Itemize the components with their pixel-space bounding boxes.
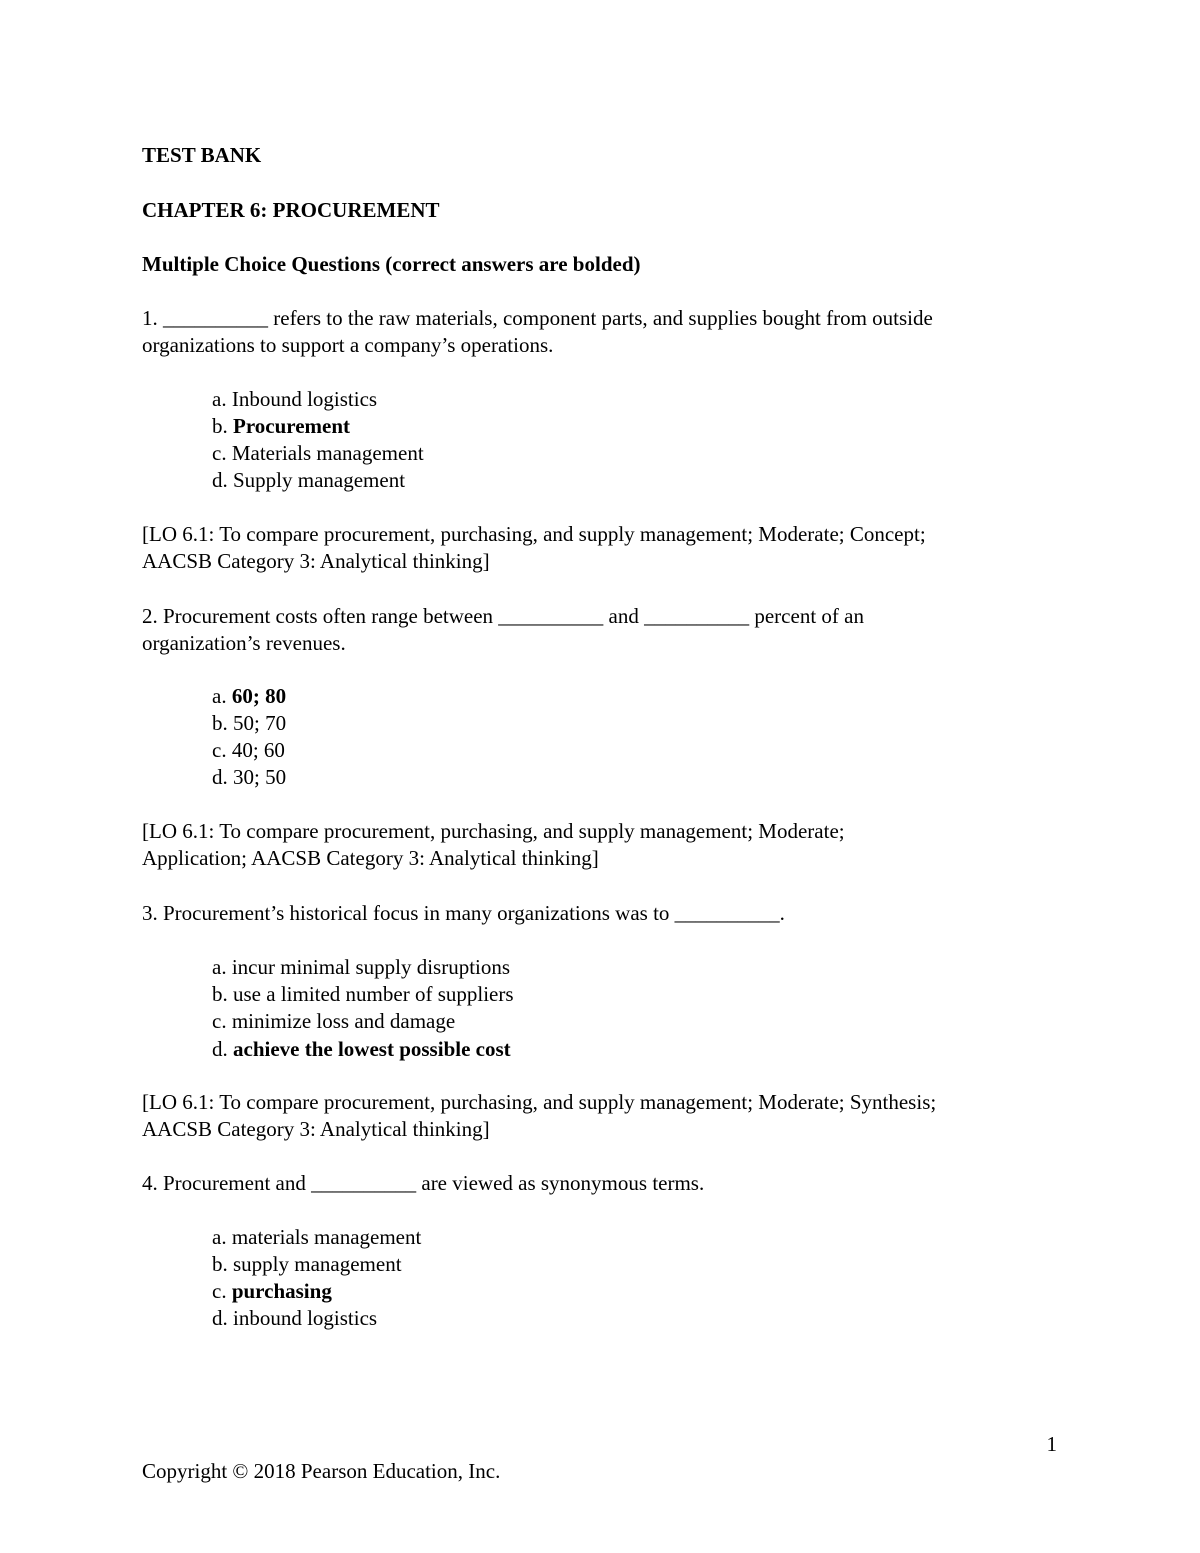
question-1-lo-line-2: AACSB Category 3: Analytical thinking] [142, 549, 490, 573]
option-letter: a. [212, 955, 232, 979]
question-1-lo-line-1: [LO 6.1: To compare procurement, purchasing, and supply management; Moderate; Concept; [142, 522, 926, 546]
option-text-correct: purchasing [231, 1279, 332, 1303]
option-text: minimize loss and damage [231, 1009, 456, 1033]
question-4-option-a [212, 1224, 421, 1251]
option-letter: b. [212, 1252, 233, 1276]
chapter-heading: CHAPTER 6: PROCUREMENT [142, 198, 440, 222]
option-letter: d. [212, 468, 233, 492]
option-text: Inbound logistics [231, 387, 378, 411]
option-text-correct: Procurement [233, 414, 351, 438]
option-letter: c. [212, 441, 232, 465]
document-title: TEST BANK [142, 143, 262, 167]
option-text: Supply management [233, 468, 406, 492]
question-3-option-c [212, 1008, 455, 1035]
question-4-option-c [212, 1278, 332, 1305]
option-letter: c. [212, 738, 232, 762]
question-1-option-c [212, 440, 424, 467]
option-letter: b. [212, 711, 233, 735]
option-text-correct: 60; 80 [231, 684, 287, 708]
option-text: 40; 60 [231, 738, 285, 762]
question-2-lo-line-2: Application; AACSB Category 3: Analytical thinking] [142, 846, 599, 870]
question-2-option-d [212, 764, 286, 791]
question-3-option-b [212, 981, 514, 1008]
option-text: Materials management [231, 441, 424, 465]
option-text: supply management [233, 1252, 402, 1276]
option-letter: a. [212, 387, 232, 411]
question-2-option-c [212, 737, 285, 764]
section-heading: Multiple Choice Questions (correct answers are bolded) [142, 252, 641, 276]
option-letter: d. [212, 1037, 233, 1061]
question-4-stem: 4. Procurement and __________ are viewed as synonymous terms. [142, 1171, 705, 1195]
question-3-lo-line-2: AACSB Category 3: Analytical thinking] [142, 1117, 490, 1141]
question-1-stem-line-1: 1. __________ refers to the raw materials, component parts, and supplies bought from outside [142, 306, 933, 330]
option-letter: d. [212, 765, 233, 789]
question-3-stem: 3. Procurement’s historical focus in many organizations was to __________. [142, 901, 785, 925]
question-2-stem-line-1: 2. Procurement costs often range between __________ and __________ percent of an [142, 604, 864, 628]
question-3-lo-line-1: [LO 6.1: To compare procurement, purchasing, and supply management; Moderate; Synthesis; [142, 1090, 937, 1114]
option-letter: b. [212, 982, 233, 1006]
option-letter: c. [212, 1279, 232, 1303]
option-letter: a. [212, 1225, 232, 1249]
option-letter: c. [212, 1009, 232, 1033]
copyright-footer: Copyright © 2018 Pearson Education, Inc. [142, 1459, 501, 1483]
option-text-correct: achieve the lowest possible cost [233, 1037, 511, 1061]
option-text: use a limited number of suppliers [233, 982, 514, 1006]
question-4-option-b [212, 1251, 402, 1278]
question-2-lo-line-1: [LO 6.1: To compare procurement, purchasing, and supply management; Moderate; [142, 819, 845, 843]
question-1-option-a [212, 386, 377, 413]
option-text: materials management [231, 1225, 422, 1249]
option-letter: d. [212, 1306, 233, 1330]
question-1-stem-line-2: organizations to support a company’s operations. [142, 333, 554, 357]
question-2-option-a [212, 683, 286, 710]
question-2-option-b [212, 710, 286, 737]
page-number: 1 [1046, 1432, 1057, 1456]
question-3-option-a [212, 954, 510, 981]
option-text: 50; 70 [233, 711, 287, 735]
option-text: incur minimal supply disruptions [231, 955, 511, 979]
question-2-stem-line-2: organization’s revenues. [142, 631, 346, 655]
question-4-option-d [212, 1305, 377, 1332]
option-text: inbound logistics [233, 1306, 378, 1330]
option-letter: b. [212, 414, 233, 438]
question-1-option-b [212, 413, 350, 440]
question-1-option-d [212, 467, 405, 494]
option-letter: a. [212, 684, 232, 708]
question-3-option-d [212, 1036, 511, 1063]
option-text: 30; 50 [233, 765, 287, 789]
